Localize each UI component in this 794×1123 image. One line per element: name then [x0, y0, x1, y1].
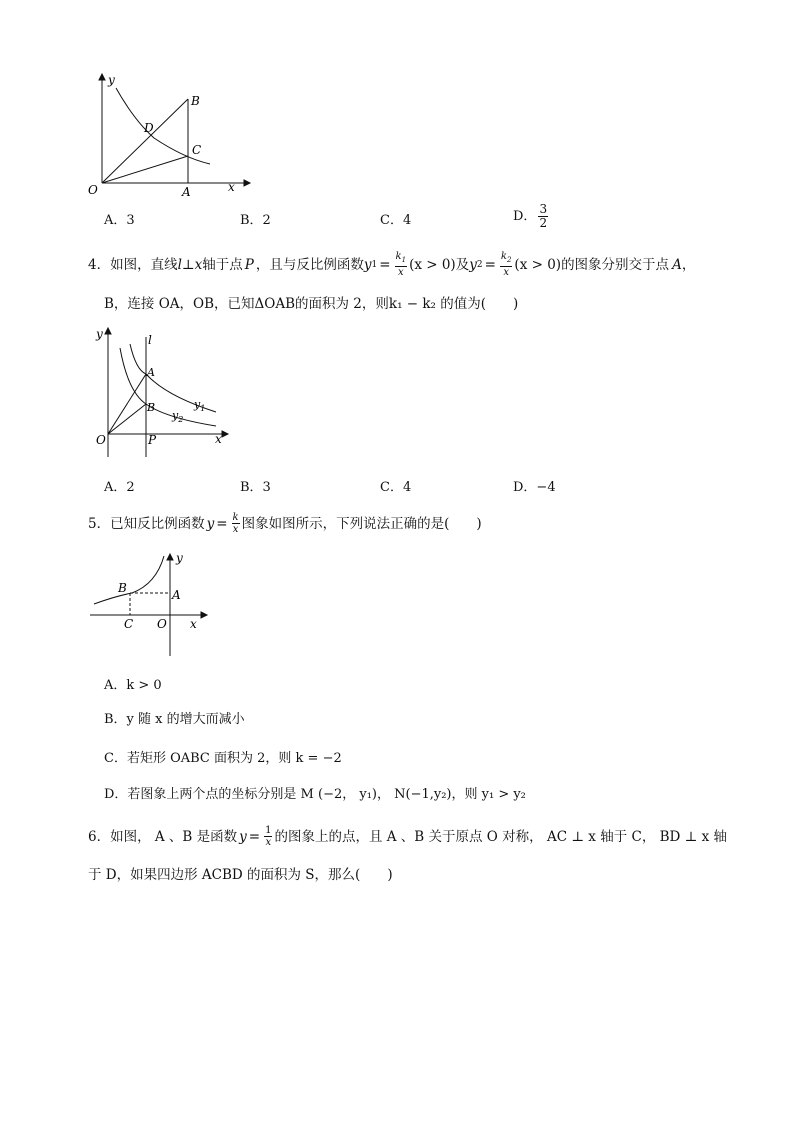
- q4-eq-2: =: [484, 256, 496, 273]
- q4-figure: [86, 322, 231, 462]
- q5-y: y: [206, 515, 215, 532]
- q6-one: 1: [265, 825, 272, 836]
- q3-label-y: y: [108, 73, 115, 87]
- q5-fig-label-O: O: [157, 617, 167, 631]
- q3-label-D: D: [144, 121, 154, 135]
- q6-eq: =: [248, 828, 261, 845]
- q3-d-numerator: 3: [539, 202, 548, 216]
- q5-x: x: [232, 524, 239, 535]
- q4-eq-1: =: [379, 256, 391, 273]
- q4-x-den-1: x: [397, 267, 404, 278]
- q4-option-d: D．−4: [513, 480, 556, 495]
- q4-and: 及: [455, 256, 470, 273]
- q4-fig-label-O: O: [96, 433, 106, 447]
- q4-fig-label-l: l: [148, 333, 152, 347]
- q5-option-a: A．k > 0: [104, 678, 162, 693]
- q3-label-O: O: [88, 183, 98, 197]
- q4-fig-label-y1: $y_1$: [194, 398, 206, 413]
- q6-y: y: [239, 828, 247, 845]
- q3-label-x: x: [228, 180, 235, 194]
- q4-perp: ⊥: [181, 256, 195, 273]
- q5-eq: =: [216, 515, 228, 532]
- q5-option-d: D．若图象上两个点的坐标分别是 M (−2， y₁)， N(−1,y₂)，则 y₁ > y₂: [104, 787, 526, 802]
- q5-fig-label-A: A: [172, 588, 181, 602]
- q6-text-2: 的图象上的点，且 A 、B 关于原点 O 对称， AC ⊥ x 轴于 C， BD ⊥ x 轴: [274, 828, 728, 845]
- q3-option-d-prefix: D．: [513, 208, 537, 224]
- q4-fig-label-y: y: [96, 327, 103, 341]
- q4-fig-label-A: A: [147, 366, 155, 379]
- q5-text-2: 图象如图所示，下列说法正确的是( ): [241, 515, 482, 532]
- q4-y1: y: [363, 256, 372, 273]
- q3-option-c: C．4: [380, 213, 412, 228]
- q5-figure: [86, 548, 211, 660]
- q4-cond-2: (x > 0): [514, 256, 562, 273]
- q3-option-b: B．2: [240, 213, 271, 228]
- q4-fig-label-x: x: [215, 432, 222, 446]
- q4-text-3: ，且与反比例函数: [255, 256, 364, 273]
- q5-fig-label-C: C: [124, 617, 134, 631]
- q4-k2: k: [500, 251, 507, 262]
- q5-fig-label-y: y: [176, 551, 183, 565]
- q5-stem: [88, 512, 482, 535]
- q4-option-a: A．2: [104, 480, 135, 495]
- q3-label-B: B: [191, 94, 200, 108]
- q4-point-P: P: [244, 256, 254, 273]
- q4-comma: ，: [681, 256, 696, 273]
- q4-fig-label-y2: $y_2$: [172, 409, 184, 424]
- q4-fig-label-P: P: [148, 433, 157, 447]
- q4-k1: k: [395, 251, 402, 262]
- q6-stem-line2: 于 D，如果四边形 ACBD 的面积为 S，那么( ): [88, 867, 393, 883]
- q6-frac: [264, 825, 272, 848]
- q5-fig-label-x: x: [190, 617, 197, 631]
- q5-option-c: C．若矩形 OABC 面积为 2，则 k = −2: [104, 751, 342, 766]
- q4-fig-label-B: B: [147, 401, 156, 414]
- q4-stem-line1: 4．如图，直线 l ⊥ x 轴于点 P ，且与反比例函数 y 1 = $\frac{k_1}{x}$ (x > 0) 及 y 2 = $\frac{k_2}{x}$ (x > 0) 的图象分别交于点 A ，: [88, 251, 696, 278]
- q3-option-a: A．3: [104, 213, 135, 228]
- q4-point-A: A: [672, 256, 682, 273]
- q3-label-A: A: [182, 185, 191, 199]
- q4-y2: y: [469, 256, 477, 273]
- q4-text-4: 的图象分别交于点: [561, 256, 670, 273]
- q4-text-2: 轴于点: [202, 256, 243, 273]
- q4-option-c: C．4: [380, 480, 412, 495]
- q5-option-b: B．y 随 x 的增大而减小: [104, 712, 245, 727]
- q4-option-b: B．3: [240, 480, 271, 495]
- q4-stem-line2: B，连接 OA，OB，已知ΔOAB的面积为 2，则k₁ − k₂ 的值为( ): [104, 296, 519, 312]
- q4-x: x: [194, 256, 203, 273]
- q6-x: x: [265, 837, 272, 848]
- q5-fig-label-B: B: [118, 581, 127, 595]
- q6-text-1: 6．如图， A 、B 是函数: [88, 828, 238, 845]
- q5-text-1: 5．已知反比例函数: [88, 515, 205, 532]
- q5-frac: [232, 512, 240, 535]
- q3-label-C: C: [192, 143, 202, 157]
- q4-x-den-2: x: [503, 267, 509, 278]
- q4-line-l: l: [177, 256, 182, 273]
- q4-frac-k2: $\frac{k_2}{x}$: [500, 251, 512, 278]
- q4-text-1: 4．如图，直线: [88, 256, 178, 273]
- q3-figure: [84, 70, 254, 200]
- q4-cond-1: (x > 0): [409, 256, 456, 273]
- q3-d-denominator: 2: [539, 216, 548, 230]
- q4-frac-k1: $\frac{k_1}{x}$: [395, 251, 407, 278]
- q6-stem-line1: [88, 825, 727, 848]
- q5-k: k: [232, 512, 239, 523]
- q3-option-d: [513, 203, 550, 230]
- q3-option-d-fraction: [538, 203, 548, 230]
